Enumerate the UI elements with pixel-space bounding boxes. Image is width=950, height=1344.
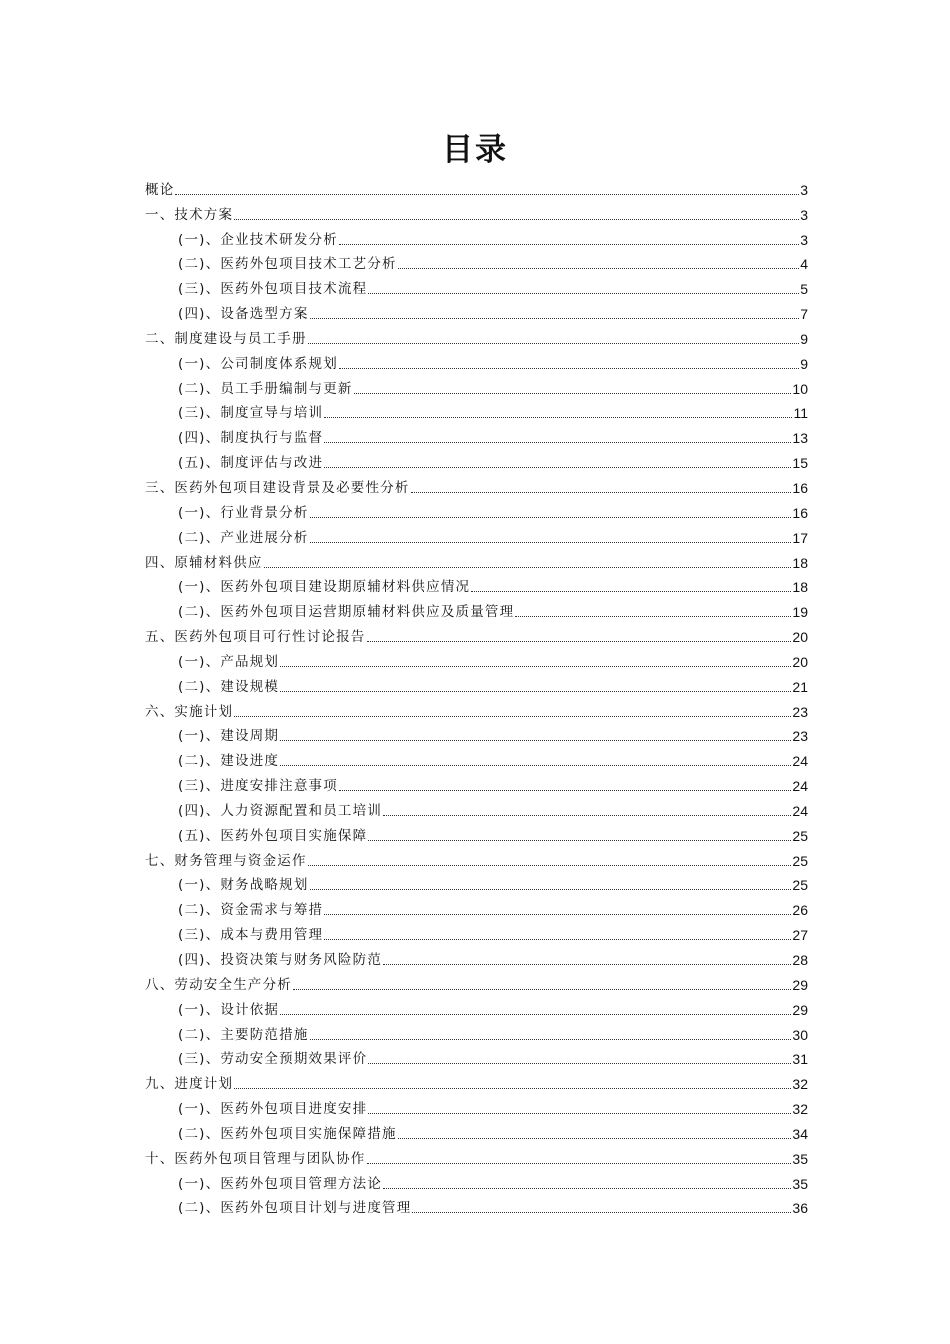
toc-page-number: 29 [792,976,808,993]
toc-entry-text: (一)、行业背景分析 [178,504,309,521]
toc-entry-text: (一)、医药外包项目进度安排 [178,1101,368,1118]
toc-entry-text: (一)、设计依据 [178,1001,280,1018]
toc-dot-leader [339,368,799,369]
toc-dot-leader [234,1088,791,1089]
toc-entry[interactable] [145,795,808,820]
toc-page-number: 16 [792,504,808,521]
toc-page-number: 25 [792,877,808,894]
toc-list [145,174,808,1217]
toc-entry-text: (一)、医药外包项目管理方法论 [178,1175,383,1192]
toc-page-number: 30 [792,1026,808,1043]
toc-entry[interactable] [145,1093,808,1118]
toc-page-number: 24 [792,778,808,795]
toc-entry-text: (二)、医药外包项目计划与进度管理 [178,1200,412,1217]
toc-entry-text: (二)、产业进展分析 [178,529,309,546]
toc-dot-leader [383,964,791,965]
toc-entry-text: 一、技术方案 [145,206,234,223]
toc-entry[interactable] [145,224,808,249]
toc-entry[interactable] [145,621,808,646]
toc-page-number: 29 [792,1001,808,1018]
toc-dot-leader [280,666,791,667]
toc-entry-text: (五)、制度评估与改进 [178,455,324,472]
toc-page-number: 3 [800,231,808,248]
toc-entry-text: (一)、产品规划 [178,653,280,670]
toc-page-number: 18 [792,579,808,596]
toc-entry-text: (二)、医药外包项目实施保障措施 [178,1125,397,1142]
toc-entry[interactable] [145,919,808,944]
toc-entry-text: (二)、医药外包项目技术工艺分析 [178,256,397,273]
toc-entry[interactable] [145,770,808,795]
toc-entry-text: (二)、建设进度 [178,753,280,770]
toc-dot-leader [280,691,791,692]
toc-dot-leader [308,865,792,866]
toc-entry-text: 三、医药外包项目建设背景及必要性分析 [145,479,410,496]
toc-entry-text: (一)、财务战略规划 [178,877,309,894]
toc-page-number: 3 [800,181,808,198]
toc-entry[interactable] [145,273,808,298]
toc-entry-text: (二)、资金需求与筹措 [178,902,324,919]
toc-page-number: 20 [792,653,808,670]
toc-dot-leader [280,740,791,741]
toc-entry[interactable] [145,994,808,1019]
toc-entry[interactable] [145,646,808,671]
toc-entry-text: (三)、医药外包项目技术流程 [178,281,368,298]
toc-dot-leader [234,716,791,717]
toc-page-number: 24 [792,802,808,819]
toc-entry[interactable] [145,1168,808,1193]
toc-entry-text: 二、制度建设与员工手册 [145,330,307,347]
toc-entry-text: (五)、医药外包项目实施保障 [178,827,368,844]
toc-dot-leader [234,219,799,220]
toc-page-number: 7 [800,306,808,323]
toc-dot-leader [398,1138,792,1139]
toc-entry[interactable] [145,348,808,373]
toc-entry[interactable] [145,745,808,770]
toc-page-number: 5 [800,281,808,298]
toc-entry-text: (三)、制度宣导与培训 [178,405,324,422]
toc-dot-leader [264,567,792,568]
toc-dot-leader [368,1063,791,1064]
toc-entry[interactable] [145,969,808,994]
toc-page-number: 9 [800,330,808,347]
toc-dot-leader [339,244,799,245]
toc-entry[interactable] [145,696,808,721]
toc-entry-text: (二)、医药外包项目运营期原辅材料供应及质量管理 [178,604,515,621]
toc-dot-leader [310,1039,792,1040]
toc-entry-text: 四、原辅材料供应 [145,554,263,571]
toc-dot-leader [368,840,791,841]
toc-entry[interactable] [145,422,808,447]
toc-entry-text: (三)、进度安排注意事项 [178,778,338,795]
toc-page-number: 35 [792,1150,808,1167]
toc-dot-leader [367,1163,792,1164]
toc-entry[interactable] [145,398,808,423]
toc-dot-leader [412,1212,791,1213]
toc-dot-leader [324,939,791,940]
toc-entry[interactable] [145,472,808,497]
toc-entry-text: (一)、医药外包项目建设期原辅材料供应情况 [178,579,471,596]
toc-dot-leader [383,1188,791,1189]
toc-entry[interactable] [145,447,808,472]
toc-dot-leader [175,194,799,195]
toc-entry-text: (一)、公司制度体系规划 [178,355,338,372]
toc-page-number: 31 [792,1051,808,1068]
toc-dot-leader [471,591,791,592]
toc-dot-leader [368,293,799,294]
toc-page-number: 23 [792,703,808,720]
toc-entry[interactable] [145,1044,808,1069]
toc-entry[interactable] [145,845,808,870]
toc-entry-text: (三)、成本与费用管理 [178,927,324,944]
toc-dot-leader [280,1014,791,1015]
toc-entry-text: (四)、人力资源配置和员工培训 [178,802,383,819]
toc-entry-text: (二)、主要防范措施 [178,1026,309,1043]
toc-page-number: 9 [800,355,808,372]
toc-page-number: 27 [792,927,808,944]
toc-entry[interactable] [145,1118,808,1143]
toc-entry[interactable] [145,497,808,522]
toc-entry[interactable] [145,298,808,323]
toc-entry[interactable] [145,820,808,845]
toc-dot-leader [383,815,791,816]
toc-entry-text: (三)、劳动安全预期效果评价 [178,1051,368,1068]
toc-page-number: 25 [792,827,808,844]
toc-dot-leader [310,542,792,543]
toc-page-number: 10 [792,380,808,397]
toc-entry[interactable] [145,572,808,597]
toc-dot-leader [324,467,791,468]
toc-entry[interactable] [145,671,808,696]
toc-page-number: 18 [792,554,808,571]
toc-entry[interactable] [145,373,808,398]
toc-page-number: 35 [792,1175,808,1192]
toc-entry[interactable] [145,1143,808,1168]
toc-entry-text: 九、进度计划 [145,1076,234,1093]
toc-entry-text: (二)、建设规模 [178,678,280,695]
toc-dot-leader [398,268,799,269]
toc-dot-leader [308,343,800,344]
toc-page-number: 24 [792,753,808,770]
toc-page-number: 28 [792,952,808,968]
toc-entry[interactable] [145,1193,808,1218]
toc-entry[interactable] [145,249,808,274]
toc-page-number: 21 [792,678,808,695]
toc-dot-leader [324,442,791,443]
toc-dot-leader [354,393,792,394]
toc-page-number: 19 [792,604,808,621]
toc-page-number: 13 [792,430,808,447]
toc-entry-text: 十、医药外包项目管理与团队协作 [145,1150,366,1167]
toc-page-number: 4 [800,256,808,273]
toc-entry[interactable] [145,547,808,572]
toc-entry-text: (四)、投资决策与财务风险防范 [178,952,383,968]
toc-page-number: 25 [792,852,808,869]
toc-page-number: 32 [792,1101,808,1118]
toc-dot-leader [339,790,791,791]
toc-entry[interactable] [145,199,808,224]
toc-page-number: 23 [792,728,808,745]
toc-entry-text: 七、财务管理与资金运作 [145,852,307,869]
toc-page-number: 36 [792,1200,808,1217]
toc-entry-text: 概论 [145,181,175,198]
toc-entry-text: 八、劳动安全生产分析 [145,976,292,993]
toc-page-number: 26 [792,902,808,919]
toc-page-number: 34 [792,1125,808,1142]
toc-dot-leader [310,517,792,518]
toc-entry[interactable] [145,1068,808,1093]
toc-dot-leader [411,492,792,493]
toc-dot-leader [324,417,792,418]
toc-entry[interactable] [145,174,808,199]
toc-entry[interactable] [145,323,808,348]
toc-entry-text: (一)、建设周期 [178,728,280,745]
toc-dot-leader [367,641,792,642]
toc-dot-leader [310,318,800,319]
toc-entry[interactable] [145,721,808,746]
toc-page-number: 20 [792,629,808,646]
toc-entry-text: (一)、企业技术研发分析 [178,231,338,248]
toc-entry-text: 五、医药外包项目可行性讨论报告 [145,629,366,646]
toc-page-number: 3 [800,206,808,223]
toc-entry[interactable] [145,596,808,621]
toc-page-number: 32 [792,1076,808,1093]
toc-dot-leader [310,889,792,890]
toc-dot-leader [293,989,791,990]
toc-entry[interactable] [145,522,808,547]
toc-dot-leader [368,1113,791,1114]
toc-page-number: 11 [793,405,808,422]
toc-title: 目录 [442,132,508,168]
toc-entry-text: (四)、设备选型方案 [178,306,309,323]
toc-entry[interactable] [145,1019,808,1044]
toc-page-number: 15 [792,455,808,472]
toc-dot-leader [280,765,791,766]
toc-page-number: 16 [792,479,808,496]
toc-entry[interactable] [145,944,808,969]
toc-dot-leader [324,914,791,915]
toc-dot-leader [515,616,791,617]
toc-entry-text: (二)、员工手册编制与更新 [178,380,353,397]
toc-entry[interactable] [145,894,808,919]
toc-entry-text: (四)、制度执行与监督 [178,430,324,447]
toc-entry[interactable] [145,870,808,895]
toc-page-number: 17 [792,529,808,546]
toc-entry-text: 六、实施计划 [145,703,234,720]
